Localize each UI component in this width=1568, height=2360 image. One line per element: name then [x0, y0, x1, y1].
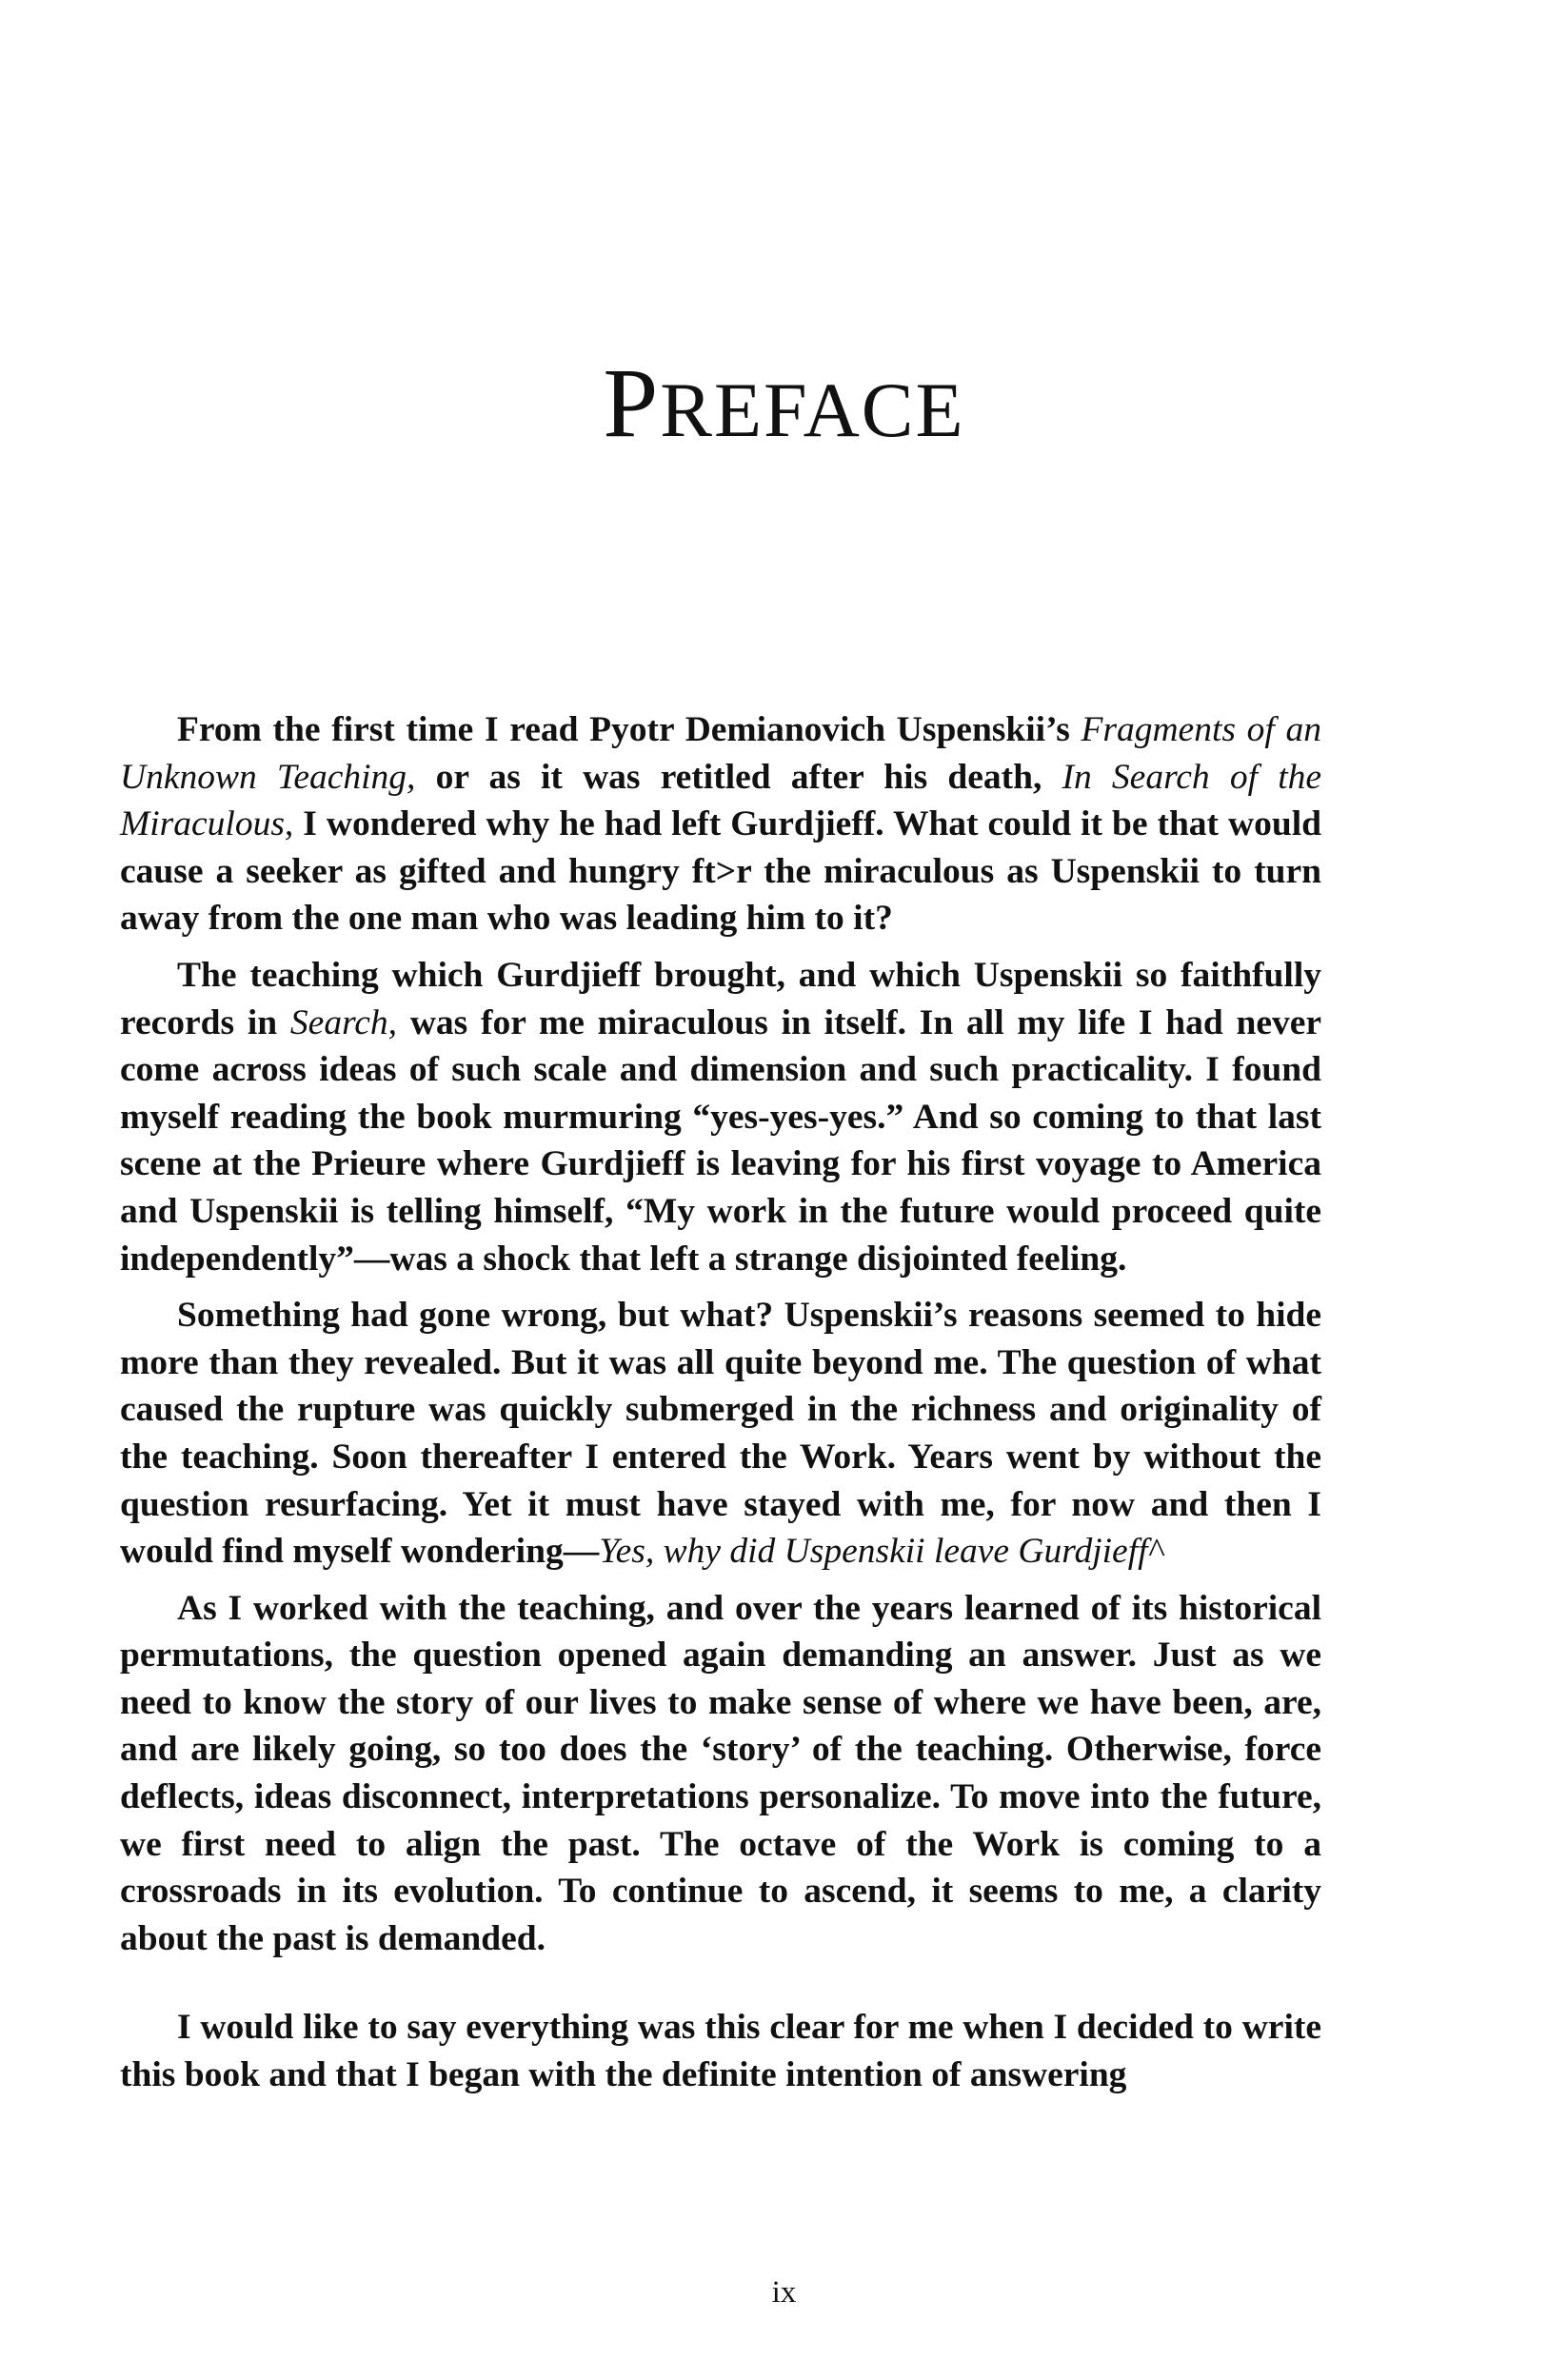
text-run: or as it was retitled after his death, — [415, 757, 1062, 797]
text-run: As I worked with the teaching, and over the years learned of its historical permutations, the question opened again demanding an answer. Just as we need to know the story of our lives to make sense of where we have been, are, and are likely going, so too does the ‘story’ of the teaching. Otherwise, force deflects, ideas disconnect, interpretations personalize. To move into the future, we first need to align the past. The octave of the Work is coming to a crossroads in its evolution. To continue to ascend, it seems to me, a clarity about the past is demanded. — [120, 1588, 1321, 1958]
text-run: The teaching which Gurdjieff brought, and which Uspenskii so faithfully records in — [120, 955, 1321, 1042]
book-title-search: Search, — [289, 1002, 398, 1042]
text-run: I would like to say everything was this clear for me when I decided to write this book and that I began with the definite intention of answering — [120, 2008, 1321, 2095]
italic-question: Yes, why did Uspenskii leave Gurdjieff^ — [599, 1532, 1163, 1572]
text-run: was for me miraculous in itself. In all my life I had never come across ideas of such scale and dimension and such practicality. I found myself reading the book murmuring “yes-yes-yes.” And so coming to that last scene at the Prieure where Gurdjieff is leaving for his first voyage to America and Uspenskii is telling himself, “My work in the future would proceed quite independently”—was a shock that left a strange disjointed feeling. — [120, 1002, 1322, 1279]
paragraph-5 — [120, 2004, 1321, 2098]
text-run: From the first time I read Pyotr Demianovich Uspenskii’s — [177, 710, 1082, 749]
title-small-caps: REFACE — [660, 367, 965, 453]
paragraph-3 — [120, 1292, 1321, 1576]
book-title-fragments: Fragments of an Unknown Teaching, — [120, 710, 1321, 797]
text-run: I wondered why he had left Gurdjieff. What could it be that would cause a seeker as gifted and hungry ft>r the miraculous as Uspenskii to turn away from the one man who was leading him to it? — [120, 804, 1321, 939]
paragraph-4 — [120, 1585, 1321, 1963]
paragraph-1 — [120, 706, 1321, 942]
text-run: Something had gone wrong, but what? Uspenskii’s reasons seemed to hide more than they revealed. But it was all quite beyond me. The question of what caused the rupture was quickly submerged in the richness and originality of the teaching. Soon thereafter I entered the Work. Years went by without the question resurfacing. Yet it must have stayed with me, for now and then I would find myself wondering— — [120, 1296, 1321, 1572]
book-title-in-search: In Search of the Miraculous, — [120, 757, 1322, 844]
title-initial: P — [603, 348, 661, 458]
chapter-title — [0, 348, 1568, 458]
paragraph-2 — [120, 952, 1321, 1282]
page-number: ix — [771, 2275, 797, 2310]
body-text — [120, 706, 1321, 2099]
